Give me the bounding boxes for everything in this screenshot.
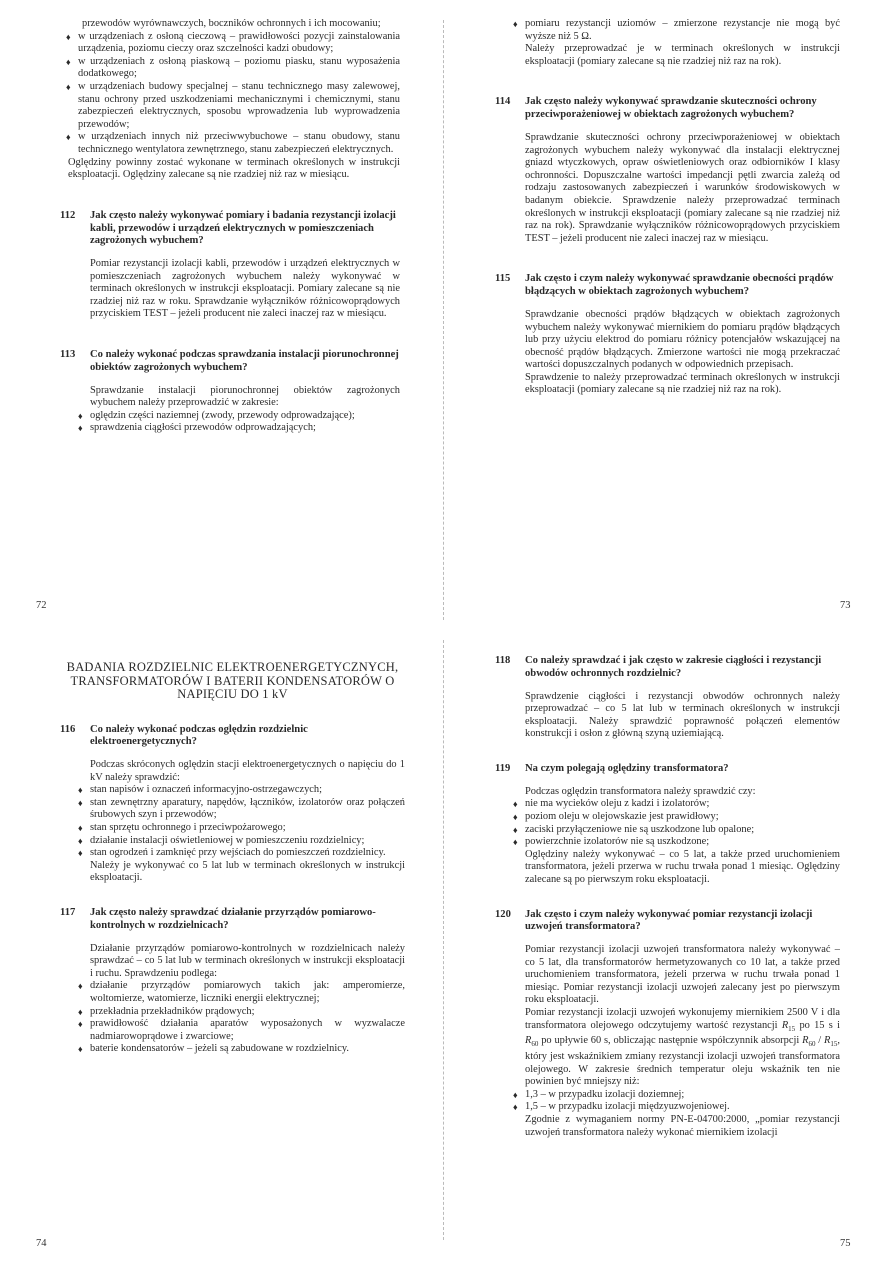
question-114: [495, 96, 840, 122]
answer-117: Działanie przyrządów pomiarowo-kontrolnych w rozdzielnicach należy sprawdzać – co 5 lat lub w terminach określonych w instrukcji eksploatacji i ruchu. Sprawdzeniu podlega:: [90, 942, 405, 979]
answer-120-measurement: [525, 1007, 840, 1089]
question-title: Jak często i czym należy wykonywać pomiar rezystancji izolacji uzwojeń transformatora?: [525, 908, 813, 933]
symbol-r: R: [525, 1035, 532, 1047]
question-title: Jak często należy sprawdzać działanie przyrządów pomiarowo-kontrolnych w rozdzielnicach?: [90, 907, 376, 931]
list-item: ♦ 1,3 – w przypadku izolacji doziemnej;: [507, 1089, 840, 1102]
question-number: 113: [60, 349, 76, 361]
answer-119-close: Oględziny należy wykonywać – co 5 lat, a także przed uruchomieniem transformatora, jeżeli przerwa w ruchu trwała ponad 1 miesiąc. Oględziny zalecane są po pierwszym roku eksploatacji.: [525, 848, 840, 885]
page-number-74: 74: [36, 1238, 47, 1249]
list-item: ♦ prawidłowość działania aparatów wyposażonych w wyzwalacze nadmiarowoprądowe i zwarciowe;: [72, 1018, 405, 1043]
list-item: ♦ zaciski przyłączeniowe nie są uszkodzone lub opalone;: [507, 824, 840, 837]
question-112: [60, 210, 400, 248]
answer-116-close: Należy je wykonywać co 5 lat lub w terminach określonych w instrukcji eksploatacji.: [90, 859, 405, 884]
list-item: ♦ poziom oleju w olejowskazie jest prawidłowy;: [507, 811, 840, 824]
intro-continuation: przewodów wyrównawczych, boczników ochronnych i ich mocowaniu;: [82, 18, 381, 29]
question-title: Jak często i czym należy wykonywać sprawdzanie obecności prądów błądzących w obiektach zagrożonych wybuchem?: [525, 273, 834, 298]
chapter-title: BADANIA ROZDZIELNIC ELEKTROENERGETYCZNYCH, TRANSFORMATORÓW I BATERII KONDENSATORÓW O NAPIĘCIU DO 1 kV: [66, 660, 399, 701]
page-number-75: 75: [840, 1238, 851, 1249]
list-item: ♦ działanie przyrządów pomiarowych takich jak: amperomierze, woltomierze, watomierze, liczniki energii elektrycznej;: [72, 980, 405, 1005]
answer-120-bullets: [507, 1089, 840, 1114]
list-item: ♦ sprawdzenia ciągłości przewodów odprowadzających;: [72, 422, 400, 435]
intro-close-paragraph: Oględziny powinny zostać wykonane w terminach określonych w instrukcji eksploatacji. Oględziny zalecane są nie rzadziej niż raz w miesiącu.: [68, 156, 400, 181]
question-number: 114: [495, 96, 511, 108]
intro-bullet-list: [60, 31, 400, 157]
answer-119-bullets: [507, 798, 840, 848]
text-run: /: [815, 1035, 825, 1047]
list-item: ♦ przekładnia przekładników prądowych;: [72, 1006, 405, 1019]
page-number-73: 73: [840, 600, 851, 611]
answer-113-bullets: [72, 410, 400, 435]
list-item: ♦ pomiaru rezystancji uziomów – zmierzone rezystancje nie mogą być wyższe niż 5 Ω.: [507, 18, 840, 43]
page-73: [495, 18, 840, 618]
answer-112: Pomiar rezystancji izolacji kabli, przewodów i urządzeń elektrycznych w pomieszczeniach zagrożonych wybuchem należy wykonywać w terminach określonych w instrukcji eksploatacji. Pomiary zalecane są nie rzadziej niż raz w roku. Sprawdzanie wyłączników różnicowoprądowych przyciskiem TEST – jeżeli producent nie zaleci inaczej raz w miesiącu.: [90, 258, 400, 320]
list-item: ♦ stan napisów i oznaczeń informacyjno-ostrzegawczych;: [72, 784, 405, 797]
question-116: [60, 724, 405, 750]
question-number: 118: [495, 655, 511, 666]
symbol-r: R: [781, 1019, 789, 1031]
list-item: ♦ działanie instalacji oświetleniowej w pomieszczeniu rozdzielnicy;: [72, 835, 405, 848]
question-number: 117: [60, 907, 76, 919]
list-item: ♦ nie ma wycieków oleju z kadzi i izolatorów;: [507, 798, 840, 811]
question-117: [60, 907, 405, 933]
subscript: 15: [788, 1024, 796, 1033]
symbol-r: R: [802, 1035, 809, 1047]
question-title: Jak często należy wykonywać sprawdzanie skuteczności ochrony przeciwporażeniowej w obiektach zagrożonych wybuchem?: [525, 96, 817, 121]
answer-116-bullets: [72, 784, 405, 860]
binding-seam-bottom: [443, 640, 444, 1240]
subscript: 60: [808, 1040, 816, 1049]
list-item: ♦ w urządzeniach innych niż przeciwwybuchowe – stanu obudowy, stanu technicznego wentylatora zewnętrznego, stanu zabezpieczeń elektrycznych.: [60, 131, 400, 156]
question-118: [495, 655, 840, 681]
page-74: [60, 655, 405, 1255]
question-title: Na czym polegają oględziny transformatora?: [525, 762, 729, 774]
answer-116: Podczas skróconych oględzin stacji elektroenergetycznych o napięciu do 1 kV należy sprawdzić:: [90, 759, 405, 783]
question-119: [495, 763, 840, 776]
question-title: Jak często należy wykonywać pomiary i badania rezystancji izolacji kabli, przewodów i urządzeń elektrycznych w pomieszczeniach zagrożonych wybuchem?: [90, 209, 396, 247]
list-item: ♦ powierzchnie izolatorów nie są uszkodzone;: [507, 836, 840, 849]
page-75: [495, 655, 840, 1255]
list-item: ♦ w urządzeniach z osłoną cieczową – prawidłowości pozycji zainstalowania urządzenia, poziomu cieczy oraz szczelności kadzi obudowy;: [60, 31, 400, 56]
page-72: [60, 18, 400, 618]
question-number: 119: [495, 762, 511, 774]
answer-120: Pomiar rezystancji izolacji uzwojeń transformatora należy wykonywać – co 5 lat, dla transformatorów hermetyzowanych co 10 lat, a także przed uruchomieniem transformatora, jeżeli przerwa w ruchu trwała ponad 1 miesiąc. Pomiar rezystancji izolacji uzwojeń zalecany jest po pierwszym roku eksploatacji.: [525, 944, 840, 1006]
binding-seam-top: [443, 20, 444, 620]
list-item: ♦ stan sprzętu ochronnego i przeciwpożarowego;: [72, 822, 405, 835]
question-title: Co należy wykonać podczas oględzin rozdzielnic elektroenergetycznych?: [90, 723, 308, 748]
answer-114: Sprawdzanie skuteczności ochrony przeciwporażeniowej w obiektach zagrożonych wybuchem należy wykonywać dla instalacji elektrycznej gniazd wtyczkowych, opraw oświetleniowych oraz odbiorników I klasy ochronności. Dopuszczalne wartości impedancji pętli zwarcia zależą od rodzaju zastosowanych zabezpieczeń i warunków środowiskowych w badanym obiekcie. Sprawdzenie należy przeprowadzać terminach określonych w instrukcji eksploatacji (pomiary zalecane są nie rzadziej niż raz na rok). Sprawdzanie wyłączników różnicowoprądowych przyciskiem TEST – jeżeli producent nie zaleci inaczej raz w miesiącu.: [525, 131, 840, 244]
answer-119: Podczas oględzin transformatora należy sprawdzić czy:: [525, 785, 756, 797]
symbol-r: R: [824, 1035, 831, 1047]
answer-113: Sprawdzanie instalacji piorunochronnej obiektów zagrożonych wybuchem należy przeprowadzić w zakresie:: [90, 384, 400, 409]
question-title: Co należy wykonać podczas sprawdzania instalacji piorunochronnej obiektów zagrożonych wybuchem?: [90, 349, 399, 373]
question-number: 115: [495, 273, 511, 285]
question-115: [495, 273, 840, 299]
top-paragraph: Należy przeprowadzać je w terminach określonych w instrukcji eksploatacji (pomiary zalecane są nie rzadziej niż raz na rok).: [525, 43, 840, 67]
list-item: ♦ baterie kondensatorów – jeżeli są zabudowane w rozdzielnicy.: [72, 1043, 405, 1056]
answer-118: Sprawdzenie ciągłości i rezystancji obwodów ochronnych należy przeprowadzać – co 5 lat lub w terminach określonych w instrukcji eksploatacji. Należy sprawdzić poprawność połączeń elementów konstrukcji i osłon z główną szyną uziemiającą.: [525, 690, 840, 740]
list-item: ♦ stan zewnętrzny aparatury, napędów, łączników, izolatorów oraz połączeń śrubowych szyn i przewodów;: [72, 797, 405, 822]
subscript: 60: [531, 1040, 539, 1049]
subscript: 15: [830, 1040, 838, 1049]
question-number: 112: [60, 209, 76, 221]
answer-120-close: Zgodnie z wymaganiem normy PN-E-04700:2000, „pomiar rezystancji uzwojeń transformatora należy wykonać miernikiem izolacji: [525, 1113, 840, 1138]
text-run: po 15 s i: [795, 1019, 840, 1031]
list-item: ♦ 1,5 – w przypadku izolacji międzyuzwojeniowej.: [507, 1101, 840, 1114]
question-113: [60, 349, 400, 375]
question-number: 116: [60, 723, 76, 735]
list-item: ♦ stan ogrodzeń i zamknięć przy wejściach do pomieszczeń rozdzielnicy.: [72, 847, 405, 860]
text-run: po upływie 60 s, obliczając następnie współczynnik absorpcji: [538, 1035, 803, 1047]
question-number: 120: [495, 908, 511, 920]
list-item: ♦ oględzin części naziemnej (zwody, przewody odprowadzające);: [72, 410, 400, 423]
question-120: [495, 909, 840, 935]
text-run: Pomiar rezystancji izolacji uzwojeń wykonujemy miernikiem 2500 V i dla transformatora olejowego odczytujemy wartość rezystancji: [525, 1007, 840, 1031]
list-item: ♦ w urządzeniach budowy specjalnej – stanu technicznego masy zalewowej, stanu ochrony przed uszkodzeniami mechanicznymi i chemicznymi, stanu zabezpieczeń elektrycznych, sposobu wprowadzenia lub wyprowadzenia przewodów;: [60, 81, 400, 131]
answer-115: Sprawdzanie obecności prądów błądzących w obiektach zagrożonych wybuchem należy wykonywać miernikiem do pomiaru prądów błądzących lub przy użyciu elektrod do pomiaru różnicy potencjałów wskazującej na obecność prądów błądzących. Zmierzone wartości nie mogą przekraczać wartości dopuszczalnych podanych w odpowiednich przepisach.: [525, 308, 840, 371]
answer-117-bullets: [72, 980, 405, 1056]
page-number-72: 72: [36, 600, 47, 611]
top-bullet-list: [507, 18, 840, 43]
text-run: , który jest wskaźnikiem zmiany rezystancji izolacji uzwojeń transformatora olejowego. W zakresie średnich temperatur oleju wskaźnik ten nie powinien być mniejszy niż:: [525, 1035, 840, 1088]
list-item: ♦ w urządzeniach z osłoną piaskową – poziomu piasku, stanu wyposażenia dodatkowego;: [60, 56, 400, 81]
question-title: Co należy sprawdzać i jak często w zakresie ciągłości i rezystancji obwodów ochronnych rozdzielnic?: [525, 655, 822, 679]
answer-115-second: Sprawdzenie to należy przeprowadzać terminach określonych w instrukcji eksploatacji (pomiary zalecane są nie rzadziej niż raz na rok).: [525, 371, 840, 396]
